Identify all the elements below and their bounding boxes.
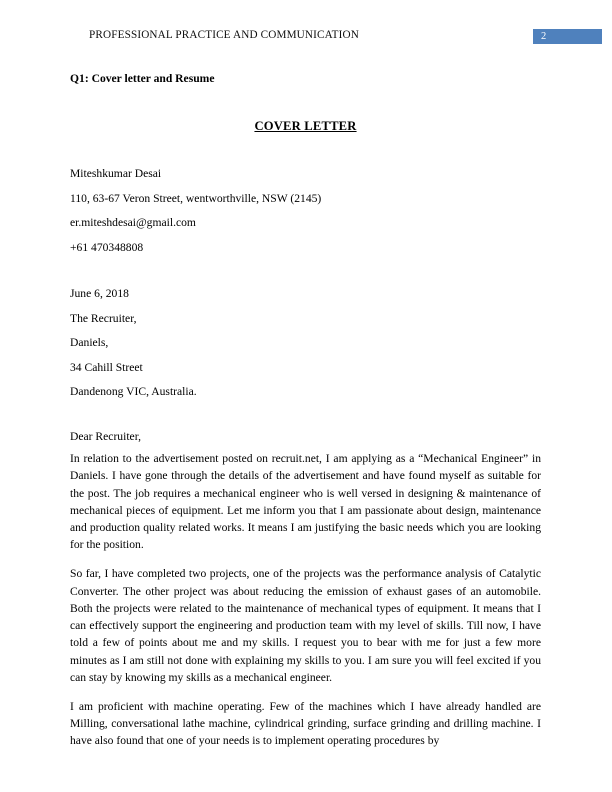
body-paragraph: In relation to the advertisement posted on recruit.net, I am applying as a “Mechanical Engineer” in Daniels. I have gone through the details of the advertisement and have found myself as suitable for the post. The job requires a mechanical engineer who is well versed in designing & maintenance of mechanical pieces of equipment. Let me inform you that I am passionate about design, maintenance and production quality related works. It means I am justifying the basic needs which you are looking for the position. bbox=[70, 452, 541, 552]
sender-email: er.miteshdesai@gmail.com bbox=[70, 216, 196, 229]
page-number-badge bbox=[533, 29, 602, 44]
page-number-label: 2 bbox=[541, 31, 547, 42]
document-title: COVER LETTER bbox=[254, 119, 357, 133]
body-paragraph: So far, I have completed two projects, one of the projects was the performance analysis of Catalytic Converter. The other project was about reducing the emission of exhaust gases of an automobile. Both the projects were related to the maintenance of mechanical types of equipment. It means that I can effectively support the engineering and production team with my level of skills. Till now, I have told a few of points about me and my skills. I request you to bear with me for just a few more minutes as I am still not done with explaining my skills to you. I am sure you will feel excited if you can stay by knowing my skills as a mechanical engineer. bbox=[70, 567, 541, 685]
sender-address: 110, 63-67 Veron Street, wentworthville, NSW (2145) bbox=[70, 191, 322, 205]
question-heading: Q1: Cover letter and Resume bbox=[70, 72, 215, 85]
sender-address-block bbox=[70, 166, 541, 264]
sender-phone: +61 470348808 bbox=[70, 240, 144, 254]
salutation: Dear Recruiter, bbox=[70, 430, 141, 443]
recipient-line-1: The Recruiter, bbox=[70, 311, 137, 325]
recipient-block bbox=[70, 286, 541, 409]
sender-name: Miteshkumar Desai bbox=[70, 167, 162, 180]
header-title: PROFESSIONAL PRACTICE AND COMMUNICATION bbox=[89, 29, 359, 41]
letter-body bbox=[70, 450, 541, 750]
recipient-line-4: Dandenong VIC, Australia. bbox=[70, 385, 197, 398]
recipient-line-2: Daniels, bbox=[70, 336, 109, 349]
body-paragraph: I am proficient with machine operating. Few of the machines which I have already handled are Milling, conversational lathe machine, cylindrical grinding, surface grinding and drilling machine. I have also found that one of your needs is to implement operating procedures by bbox=[70, 699, 541, 748]
recipient-line-3: 34 Cahill Street bbox=[70, 360, 143, 374]
page-header bbox=[0, 28, 612, 48]
letter-date: June 6, 2018 bbox=[70, 287, 129, 300]
